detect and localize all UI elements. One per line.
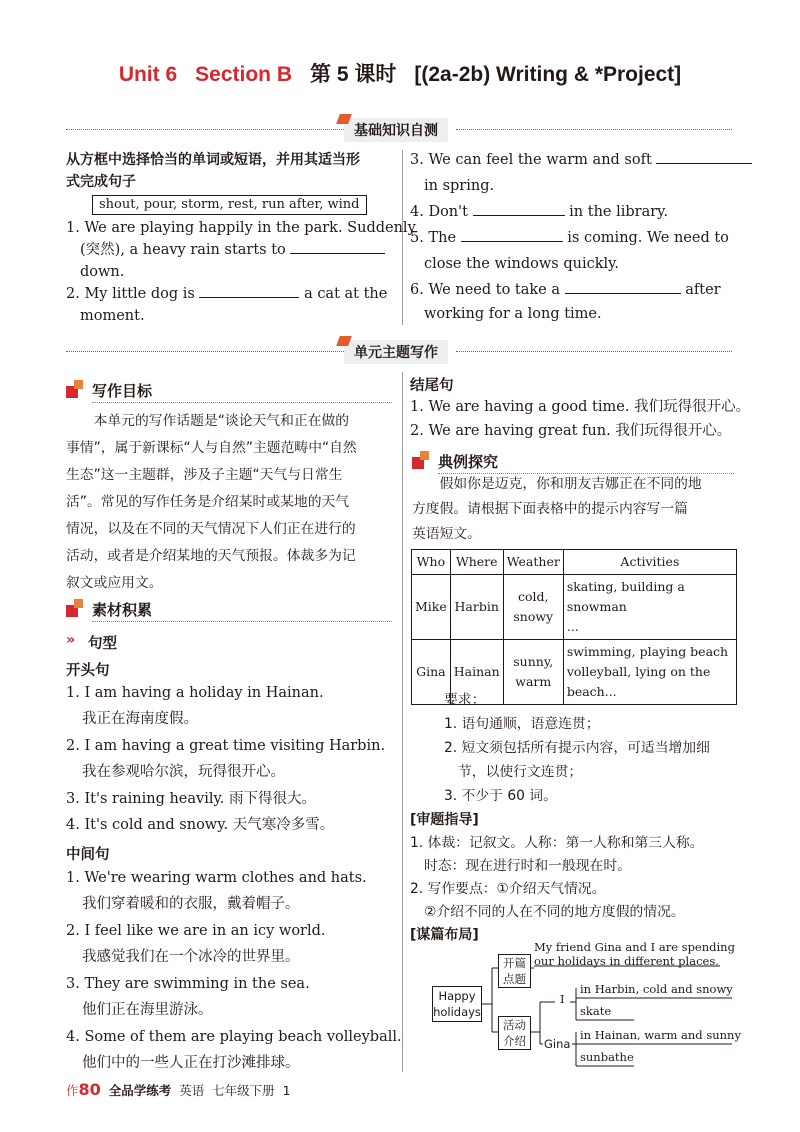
- example-heading: 典例探究: [438, 453, 499, 471]
- question-1: down.: [80, 264, 125, 280]
- requirement: 2. 短文须包括所有提示内容，可适当增加细: [444, 740, 710, 756]
- question-5: 5. The is coming. We need to: [410, 230, 729, 246]
- exercise-instruction: 式完成句子: [66, 174, 136, 190]
- material-heading: 素材积累: [92, 601, 153, 619]
- sentence-en: 3. They are swimming in the sea.: [66, 976, 310, 992]
- divider: [66, 129, 346, 130]
- answer-blank[interactable]: [473, 202, 565, 216]
- answer-blank[interactable]: [461, 228, 563, 242]
- sentence-en: 2. We are having great fun. 我们玩得很开心。: [410, 423, 732, 439]
- sentence-zh: 我们穿着暖和的衣服，戴着帽子。: [82, 896, 300, 912]
- sentence-zh: 他们正在海里游泳。: [82, 1002, 213, 1018]
- writing-goal-heading: 写作目标: [92, 382, 153, 400]
- table-header: Where: [450, 550, 503, 575]
- section-marker-icon: [412, 451, 432, 471]
- divider: [92, 402, 392, 403]
- analysis-item: 2. 写作要点：①介绍天气情况。: [410, 881, 606, 897]
- question-1: 1. We are playing happily in the park. Suddenly: [66, 220, 416, 236]
- page-title: Unit 6 Section B 第 5 课时 [(2a-2b) Writing & *Project]: [118, 63, 682, 86]
- divider: [92, 621, 392, 622]
- table-header: Activities: [563, 550, 736, 575]
- diagram-label: Gina: [544, 1037, 571, 1051]
- section-banner-basics: 基础知识自测: [344, 118, 448, 142]
- question-6: working for a long time.: [424, 306, 602, 322]
- diagram-text: My friend Gina and I are spending: [534, 940, 735, 954]
- table-cell: swimming, playing beach volleyball, lying on the beach...: [563, 640, 736, 705]
- page-footer: 作80 全品学练考 英语 七年级下册 1: [66, 1080, 291, 1099]
- analysis-item: ②介绍不同的人在不同的地方度假的情况。: [424, 904, 685, 920]
- analysis-item: 时态：现在进行时和一般现在时。: [424, 858, 631, 874]
- structure-diagram: [410, 940, 740, 1070]
- table-cell: sunny, warm: [503, 640, 563, 705]
- answer-blank[interactable]: [199, 284, 299, 298]
- diagram-label: I: [560, 992, 565, 1006]
- requirements-heading: 要求：: [444, 692, 486, 708]
- table-cell: Mike: [412, 575, 451, 640]
- table-header-row: [412, 550, 737, 575]
- sentence-en: 1. We are having a good time. 我们玩得很开心。: [410, 399, 751, 415]
- writing-goal-text: 本单元的写作话题是“谈论天气和正在做的 事情”，属于新课标“人与自然”主题范畴中“自然 生态”这一主题群，涉及子主题“天气与日常生 活”。常见的写作任务是介绍某时或某地的天气 情况，以及在不同的天气情况下人们正在进行的 活动，或者是介绍某地的天气预报。体裁多为记 叙文或应用文。: [66, 413, 357, 591]
- table-header: Who: [412, 550, 451, 575]
- diagram-branch-activities: 活动介绍: [498, 1016, 531, 1050]
- analysis-heading: [审题指导]: [410, 812, 479, 828]
- analysis-item: 1. 体裁：记叙文。人称：第一人称和第三人称。: [410, 835, 704, 851]
- table-cell: Hainan: [450, 640, 503, 705]
- table-header: Weather: [503, 550, 563, 575]
- exercise-instruction: 从方框中选择恰当的单词或短语，并用其适当形: [66, 152, 360, 168]
- requirement: 节，以使行文连贯；: [458, 764, 583, 780]
- word-box: shout, pour, storm, rest, run after, wind: [92, 195, 367, 215]
- sentence-en: 4. It's cold and snowy. 天气寒冷多雪。: [66, 817, 335, 833]
- layout-heading: [谋篇布局]: [410, 927, 479, 943]
- section-marker-icon: [66, 380, 86, 400]
- column-divider: [402, 372, 403, 1072]
- question-5: close the windows quickly.: [424, 256, 620, 272]
- info-table: [411, 549, 737, 705]
- sentence-en: 1. We're wearing warm clothes and hats.: [66, 870, 367, 886]
- question-6: 6. We need to take a after: [410, 282, 721, 298]
- sentence-en: 2. I feel like we are in an icy world.: [66, 923, 326, 939]
- pattern-heading: 句型: [88, 636, 117, 652]
- double-chevron-icon: »: [66, 632, 76, 648]
- example-prompt: 假如你是迈克，你和朋友吉娜正在不同的地 方度假。请根据下面表格中的提示内容写一篇 英语短文。: [412, 476, 702, 542]
- diagram-text: in Harbin, cold and snowy: [580, 982, 733, 996]
- requirement: 1. 语句通顺，语意连贯；: [444, 716, 600, 732]
- ending-heading: 结尾句: [410, 378, 454, 394]
- section-banner-writing: 单元主题写作: [344, 340, 448, 364]
- diagram-root: Happy holidays: [432, 986, 482, 1022]
- question-2: 2. My little dog is a cat at the: [66, 286, 388, 302]
- diagram-text: skate: [580, 1004, 612, 1018]
- middle-heading: 中间句: [66, 847, 110, 863]
- divider: [456, 351, 732, 352]
- table-cell: skating, building a snowman ...: [563, 575, 736, 640]
- question-3: 3. We can feel the warm and soft: [410, 150, 752, 170]
- diagram-text: in Hainan, warm and sunny: [580, 1028, 741, 1042]
- question-2: moment.: [80, 308, 145, 324]
- page-number: 80: [78, 1080, 101, 1099]
- sentence-zh: 我正在海南度假。: [82, 711, 198, 727]
- table-cell: Harbin: [450, 575, 503, 640]
- opening-heading: 开头句: [66, 663, 110, 679]
- sentence-en: 4. Some of them are playing beach volleyball.: [66, 1029, 402, 1045]
- divider: [66, 351, 346, 352]
- answer-blank[interactable]: [290, 240, 385, 254]
- answer-blank[interactable]: [656, 150, 752, 164]
- sentence-zh: 他们中的一些人正在打沙滩排球。: [82, 1055, 300, 1071]
- sentence-zh: 我感觉我们在一个冰冷的世界里。: [82, 949, 300, 965]
- question-1: (突然), a heavy rain starts to: [80, 240, 385, 260]
- section-marker-icon: [66, 599, 86, 619]
- diagram-text: our holidays in different places.: [534, 954, 719, 968]
- question-4: 4. Don't in the library.: [410, 204, 669, 220]
- diagram-text: sunbathe: [580, 1050, 634, 1064]
- table-cell: cold, snowy: [503, 575, 563, 640]
- sentence-en: 3. It's raining heavily. 雨下得很大。: [66, 791, 316, 807]
- answer-blank[interactable]: [565, 280, 681, 294]
- divider: [456, 129, 732, 130]
- sentence-en: 2. I am having a great time visiting Harbin.: [66, 738, 386, 754]
- table-row: [412, 575, 737, 640]
- question-3: in spring.: [424, 178, 495, 194]
- requirement: 3. 不少于 60 词。: [444, 788, 557, 804]
- diagram-branch-intro: 开篇点题: [498, 954, 531, 988]
- sentence-zh: 我在参观哈尔滨，玩得很开心。: [82, 764, 285, 780]
- table-cell: Gina: [412, 640, 451, 705]
- sentence-en: 1. I am having a holiday in Hainan.: [66, 685, 324, 701]
